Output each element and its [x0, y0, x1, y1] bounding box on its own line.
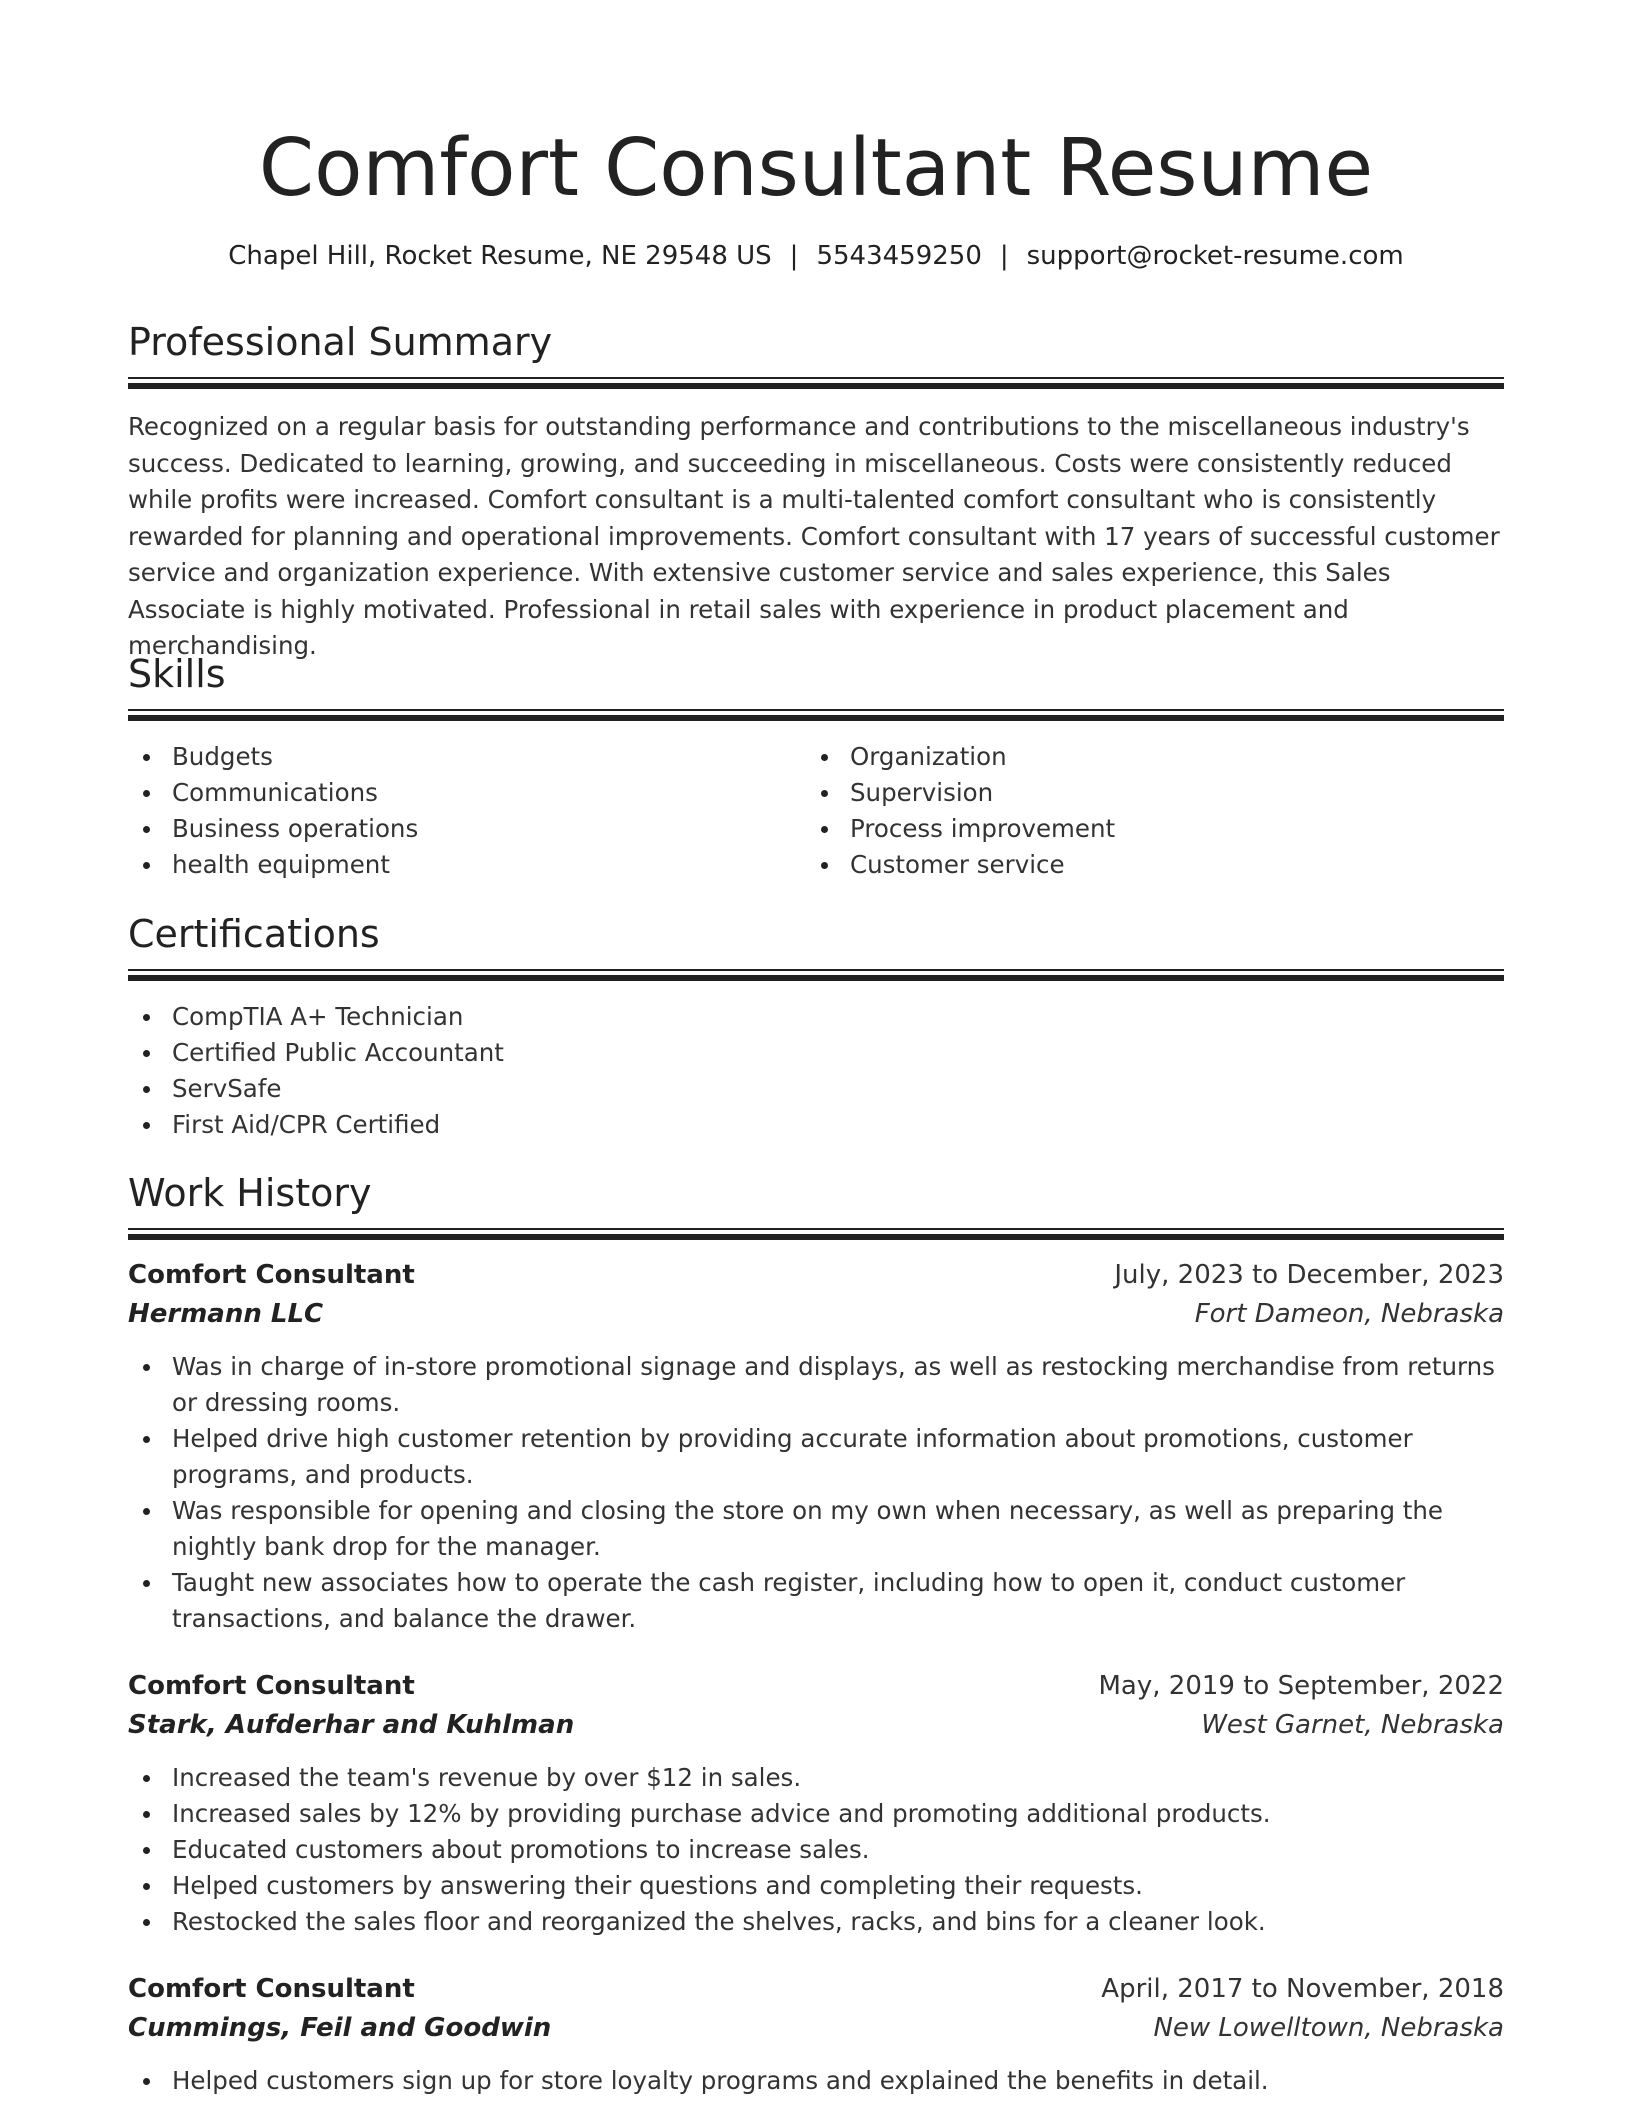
job-duty: Increased sales by 12% by providing purchase advice and promoting additional products. [128, 1796, 1504, 1832]
skill-item: Customer service [806, 847, 1484, 883]
job-duty: Was in charge of in-store promotional signage and displays, as well as restocking merchandise from returns or dressing rooms. [128, 1349, 1504, 1421]
section-divider [128, 377, 1504, 391]
skill-item: Communications [128, 775, 806, 811]
contact-address: Chapel Hill, Rocket Resume, NE 29548 US [228, 241, 772, 271]
job-entry [128, 1667, 1504, 1940]
job-dates: April, 2017 to November, 2018 [1101, 1974, 1504, 2004]
job-company: Stark, Aufderhar and Kuhlman [128, 1710, 575, 1740]
job-duty: Restocked the sales floor and reorganized the shelves, racks, and bins for a cleaner look. [128, 1904, 1504, 1940]
summary-section [128, 317, 1504, 665]
summary-text: Recognized on a regular basis for outstanding performance and contributions to the miscellaneous industry's success. Dedicated to learning, growing, and succeeding in miscellaneous. Costs were consistently reduced while profits were increased. Comfort consultant is a multi-talented comfort consultant who is consistently rewarded for planning and operational improvements. Comfort consultant with 17 years of successful customer service and organization experience. With extensive customer service and sales experience, this Sales Associate is highly motivated. Professional in retail sales with experience in product placement and merchandising. [128, 412, 1500, 660]
work-history-heading: Work History [128, 1171, 372, 1215]
certifications-heading: Certifications [128, 912, 380, 956]
job-location: Fort Dameon, Nebraska [1194, 1299, 1504, 1329]
contact-separator: | [789, 241, 799, 271]
job-dates: July, 2023 to December, 2023 [1114, 1260, 1504, 1290]
skill-item: Budgets [128, 739, 806, 775]
job-title: Comfort Consultant [128, 1974, 415, 2004]
job-duty: Was responsible for opening and closing the store on my own when necessary, as well as preparing the nightly bank drop for the manager. [128, 1493, 1504, 1565]
certification-item: First Aid/CPR Certified [128, 1107, 1504, 1143]
skill-item: Business operations [128, 811, 806, 847]
skill-item: Process improvement [806, 811, 1484, 847]
job-duty: Taught new associates how to operate the cash register, including how to open it, conduct customer transactions, and balance the drawer. [128, 1565, 1504, 1637]
job-company: Hermann LLC [128, 1299, 324, 1329]
skill-item: health equipment [128, 847, 806, 883]
certifications-list [128, 999, 1504, 1143]
certifications-section [128, 909, 1504, 1143]
job-duties-list [128, 2063, 1504, 2099]
skills-list-left [128, 739, 806, 883]
skill-item: Supervision [806, 775, 1484, 811]
job-duty: Helped customers sign up for store loyalty programs and explained the benefits in detail. [128, 2063, 1504, 2099]
work-history-section [128, 1168, 1504, 2099]
job-duty: Helped drive high customer retention by providing accurate information about promotions, customer programs, and products. [128, 1421, 1504, 1493]
certification-item: ServSafe [128, 1071, 1504, 1107]
section-divider [128, 709, 1504, 723]
job-location: New Lowelltown, Nebraska [1153, 2013, 1504, 2043]
job-location: West Garnet, Nebraska [1201, 1710, 1504, 1740]
job-dates: May, 2019 to September, 2022 [1098, 1671, 1504, 1701]
job-duty: Increased the team's revenue by over $12 in sales. [128, 1760, 1504, 1796]
summary-heading: Professional Summary [128, 320, 553, 364]
job-title: Comfort Consultant [128, 1671, 415, 1701]
job-entry [128, 1256, 1504, 1637]
job-duty: Educated customers about promotions to increase sales. [128, 1832, 1504, 1868]
job-duties-list [128, 1349, 1504, 1637]
section-divider [128, 1228, 1504, 1242]
job-company: Cummings, Feil and Goodwin [128, 2013, 552, 2043]
skills-columns [128, 739, 1504, 883]
job-duties-list [128, 1760, 1504, 1940]
skills-section [128, 649, 1504, 883]
skill-item: Organization [806, 739, 1484, 775]
page-title: Comfort Consultant Resume [258, 122, 1374, 214]
contact-email: support@rocket-resume.com [1026, 241, 1404, 271]
certification-item: CompTIA A+ Technician [128, 999, 1504, 1035]
contact-separator: | [999, 241, 1009, 271]
certification-item: Certified Public Accountant [128, 1035, 1504, 1071]
skills-list-right [806, 739, 1484, 883]
skills-heading: Skills [128, 652, 226, 696]
job-entry [128, 1970, 1504, 2099]
job-duty: Helped customers by answering their questions and completing their requests. [128, 1868, 1504, 1904]
contact-phone: 5543459250 [816, 241, 982, 271]
contact-line [0, 238, 1632, 274]
section-divider [128, 969, 1504, 983]
job-title: Comfort Consultant [128, 1260, 415, 1290]
